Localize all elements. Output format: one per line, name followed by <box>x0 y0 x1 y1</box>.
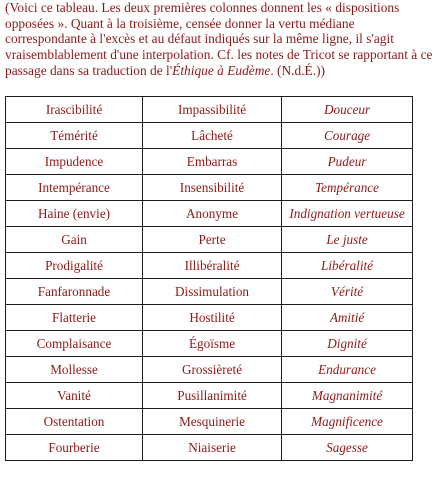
book-title: Éthique à Eudème <box>172 62 271 78</box>
defect-cell: Hostilité <box>143 305 282 331</box>
virtue-cell: Vérité <box>282 279 413 305</box>
virtue-cell: Libéralité <box>282 253 413 279</box>
note-line-5-start: passage dans sa traduction de l' <box>5 62 173 78</box>
excess-cell: Haine (envie) <box>6 201 143 227</box>
virtue-cell: Endurance <box>282 357 413 383</box>
table-row <box>6 175 413 201</box>
virtue-cell: Pudeur <box>282 149 413 175</box>
excess-cell: Irascibilité <box>6 97 143 123</box>
defect-cell: Grossièreté <box>143 357 282 383</box>
table-row <box>6 305 413 331</box>
defect-cell: Illibéralité <box>143 253 282 279</box>
virtue-cell: Douceur <box>282 97 413 123</box>
virtue-cell: Magnificence <box>282 409 413 435</box>
table-row <box>6 97 413 123</box>
defect-cell: Dissimulation <box>143 279 282 305</box>
excess-cell: Impudence <box>6 149 143 175</box>
table-row <box>6 253 413 279</box>
table-row <box>6 227 413 253</box>
defect-cell: Impassibilité <box>143 97 282 123</box>
defect-cell: Niaiserie <box>143 435 282 461</box>
excess-cell: Mollesse <box>6 357 143 383</box>
excess-cell: Complaisance <box>6 331 143 357</box>
excess-cell: Ostentation <box>6 409 143 435</box>
virtue-cell: Indignation vertueuse <box>282 201 413 227</box>
virtue-cell: Le juste <box>282 227 413 253</box>
defect-cell: Perte <box>143 227 282 253</box>
virtue-cell: Courage <box>282 123 413 149</box>
defect-cell: Insensibilité <box>143 175 282 201</box>
defect-cell: Embarras <box>143 149 282 175</box>
note-line-1: (Voici ce tableau. Les deux premières colonnes donnent les « dispositions <box>5 0 400 15</box>
excess-cell: Fourberie <box>6 435 143 461</box>
defect-cell: Lâcheté <box>143 123 282 149</box>
note-line-4: vraisemblablement d'une interpolation. Cf. les notes de Tricot se rapportant à ce <box>5 47 433 63</box>
virtue-cell: Amitié <box>282 305 413 331</box>
excess-cell: Vanité <box>6 383 143 409</box>
virtue-cell: Magnanimité <box>282 383 413 409</box>
table-row <box>6 279 413 305</box>
excess-cell: Témérité <box>6 123 143 149</box>
excess-cell: Prodigalité <box>6 253 143 279</box>
defect-cell: Pusillanimité <box>143 383 282 409</box>
table-body <box>6 97 413 461</box>
defect-cell: Mesquinerie <box>143 409 282 435</box>
virtue-cell: Tempérance <box>282 175 413 201</box>
defect-cell: Anonyme <box>143 201 282 227</box>
table-row <box>6 149 413 175</box>
table-row <box>6 201 413 227</box>
table-row <box>6 383 413 409</box>
excess-cell: Intempérance <box>6 175 143 201</box>
table-row <box>6 409 413 435</box>
virtue-cell: Sagesse <box>282 435 413 461</box>
table-row <box>6 123 413 149</box>
note-line-5 <box>5 63 441 79</box>
defect-cell: Égoïsme <box>143 331 282 357</box>
note-line-3: correspondante à l'excès et au défaut indiqués sur la même ligne, il s'agit <box>5 31 394 47</box>
note-line-2: opposées ». Quant à la troisième, censée donner la vertu médiane <box>5 15 355 31</box>
table-row <box>6 435 413 461</box>
table-row <box>6 331 413 357</box>
editor-note <box>5 0 441 79</box>
table-row <box>6 357 413 383</box>
excess-cell: Gain <box>6 227 143 253</box>
excess-cell: Flatterie <box>6 305 143 331</box>
virtue-cell: Dignité <box>282 331 413 357</box>
excess-cell: Fanfaronnade <box>6 279 143 305</box>
virtues-vices-table <box>5 96 413 461</box>
note-line-5-end: . (N.d.É.)) <box>270 62 325 78</box>
